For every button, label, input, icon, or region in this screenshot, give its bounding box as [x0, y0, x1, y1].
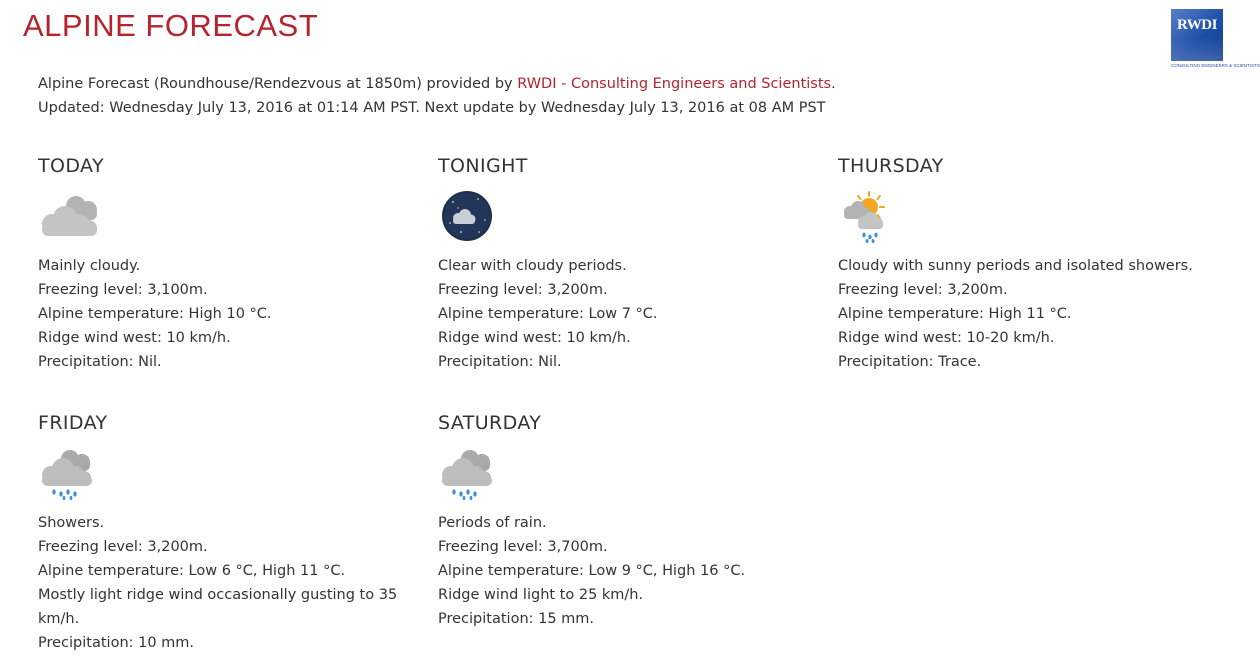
- intro-suffix: .: [831, 76, 836, 92]
- rwdi-logo-box: [1171, 9, 1223, 61]
- forecast-period-thursday: [838, 150, 1235, 374]
- page-title: ALPINE FORECAST: [23, 8, 319, 43]
- period-details: [438, 254, 818, 374]
- forecast-period-tonight: [438, 150, 818, 374]
- period-freezing-level: Freezing level: 3,100m.: [38, 282, 208, 298]
- period-title: THURSDAY: [838, 155, 944, 177]
- intro-line-provider: [38, 72, 836, 96]
- cloud-rain-icon: [438, 447, 502, 501]
- period-details: [38, 511, 418, 655]
- period-freezing-level: Freezing level: 3,200m.: [38, 539, 208, 555]
- period-wind: Ridge wind west: 10-20 km/h.: [838, 330, 1055, 346]
- period-details: [38, 254, 418, 374]
- rwdi-logo-wordmark: RWDI: [1177, 17, 1217, 33]
- night-cloud-moon-icon: [438, 190, 502, 244]
- period-summary: Periods of rain.: [438, 515, 547, 531]
- period-freezing-level: Freezing level: 3,200m.: [838, 282, 1008, 298]
- period-summary: Mainly cloudy.: [38, 258, 141, 274]
- forecast-intro: [38, 72, 836, 120]
- period-wind: Mostly light ridge wind occasionally gusting to 35 km/h.: [38, 587, 398, 627]
- period-summary: Clear with cloudy periods.: [438, 258, 627, 274]
- cloud-icon: [38, 190, 102, 244]
- period-wind: Ridge wind west: 10 km/h.: [438, 330, 631, 346]
- period-precipitation: Precipitation: Trace.: [838, 354, 982, 370]
- period-details: [438, 511, 818, 631]
- intro-prefix: Alpine Forecast (Roundhouse/Rendezvous at 1850m) provided by: [38, 76, 518, 92]
- forecast-period-friday: [38, 407, 418, 655]
- period-freezing-level: Freezing level: 3,200m.: [438, 282, 608, 298]
- period-title: TONIGHT: [438, 155, 528, 177]
- period-title: SATURDAY: [438, 412, 542, 434]
- period-title: FRIDAY: [38, 412, 108, 434]
- period-precipitation: Precipitation: Nil.: [38, 354, 162, 370]
- period-temperature: Alpine temperature: Low 9 °C, High 16 °C.: [438, 563, 746, 579]
- period-details: [838, 254, 1235, 374]
- period-precipitation: Precipitation: Nil.: [438, 354, 562, 370]
- rwdi-logo-tagline: CONSULTING ENGINEERS & SCIENTISTS: [1171, 63, 1260, 68]
- period-wind: Ridge wind west: 10 km/h.: [38, 330, 231, 346]
- cloud-rain-icon: [38, 447, 102, 501]
- sun-cloud-rain-icon: [838, 190, 902, 244]
- provider-link[interactable]: RWDI - Consulting Engineers and Scientists: [517, 76, 832, 92]
- period-temperature: Alpine temperature: High 11 °C.: [838, 306, 1072, 322]
- period-title: TODAY: [38, 155, 104, 177]
- period-precipitation: Precipitation: 10 mm.: [38, 635, 195, 651]
- forecast-period-saturday: [438, 407, 818, 631]
- period-summary: Showers.: [38, 515, 105, 531]
- rwdi-logo[interactable]: [1171, 9, 1260, 75]
- period-temperature: Alpine temperature: Low 6 °C, High 11 °C.: [38, 563, 346, 579]
- period-wind: Ridge wind light to 25 km/h.: [438, 587, 644, 603]
- period-precipitation: Precipitation: 15 mm.: [438, 611, 595, 627]
- forecast-period-today: [38, 150, 418, 374]
- intro-line-updated: Updated: Wednesday July 13, 2016 at 01:14 AM PST. Next update by Wednesday July 13, 2016 at 08 AM PST: [38, 100, 826, 116]
- period-temperature: Alpine temperature: Low 7 °C.: [438, 306, 658, 322]
- period-temperature: Alpine temperature: High 10 °C.: [38, 306, 272, 322]
- period-summary: Cloudy with sunny periods and isolated showers.: [838, 258, 1193, 274]
- period-freezing-level: Freezing level: 3,700m.: [438, 539, 608, 555]
